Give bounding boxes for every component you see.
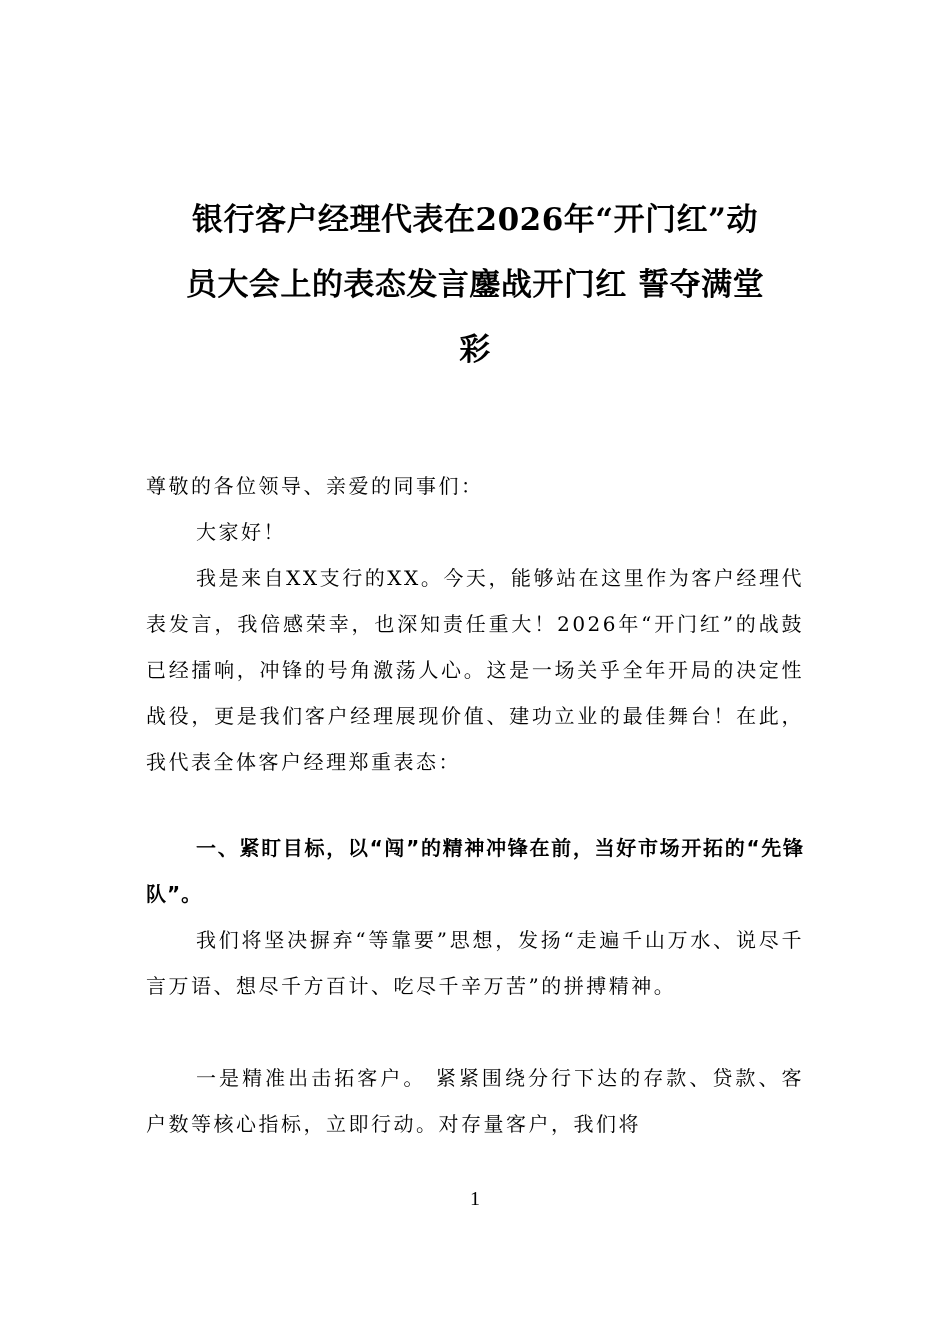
title-line-1: 银行客户经理代表在2026年“开门红”动: [192, 202, 758, 238]
document-title: [146, 188, 804, 383]
section-1-paragraph-1: 我们将坚决摒弃“等靠要”思想，发扬“走遍千山万水、说尽千言万语、想尽千方百计、吃尽千辛万苦”的拼搏精神。: [146, 928, 804, 998]
section-1-paragraph-2: 一是精准出击拓客户。 紧紧围绕分行下达的存款、贷款、客户数等核心指标，立即行动。对存量客户，我们将: [146, 1066, 804, 1136]
section-1-heading: 一、紧盯目标，以“闯”的精神冲锋在前，当好市场开拓的“先锋队”。: [146, 836, 804, 906]
title-line-2: 员大会上的表态发言鏖战开门红 誓夺满堂: [185, 267, 765, 303]
greeting: 大家好！: [196, 520, 286, 544]
page-number: 1: [470, 1188, 480, 1210]
intro-paragraph: 我是来自XX支行的XX。今天，能够站在这里作为客户经理代表发言，我倍感荣幸，也深知责任重大！2026年“开门红”的战鼓已经擂响，冲锋的号角激荡人心。这是一场关乎全年开局的决定性战役，更是我们客户经理展现价值、建功立业的最佳舞台！在此，我代表全体客户经理郑重表态：: [146, 566, 804, 774]
title-line-3: 彩: [459, 332, 491, 368]
salutation: 尊敬的各位领导、亲爱的同事们：: [146, 474, 484, 498]
